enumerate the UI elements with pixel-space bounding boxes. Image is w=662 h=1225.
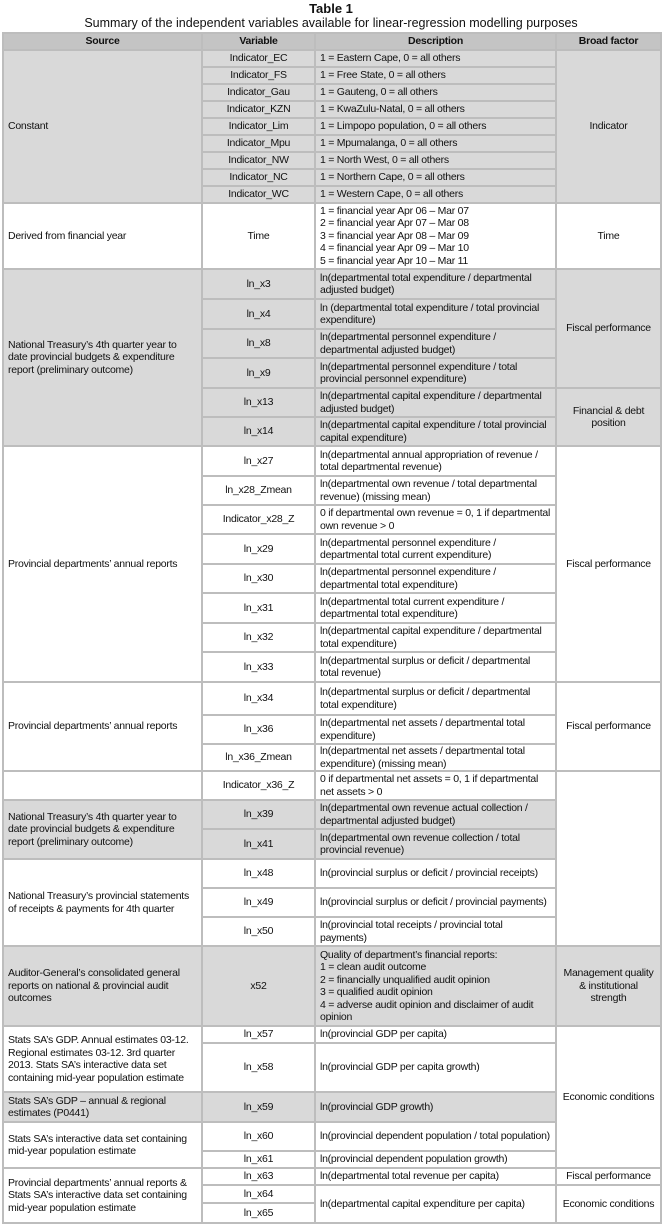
description-cell: ln(provincial GDP per capita) <box>315 1026 556 1043</box>
description-cell: Quality of department’s financial reports: 1 = clean audit outcome 2 = financially unqualified audit opinion 3 = qualified audit opinion 4 = adverse audit opinion and disclaimer of audit opinion <box>315 946 556 1026</box>
variable-cell: ln_x27 <box>202 446 315 476</box>
variable-cell: Indicator_x36_Z <box>202 771 315 800</box>
source-cell: Stats SA’s interactive data set containing mid-year population estimate <box>3 1122 202 1168</box>
source-cell: Provincial departments’ annual reports & Stats SA’s interactive data set containing mid-year population estimate <box>3 1168 202 1223</box>
source-cell: Provincial departments’ annual reports <box>3 682 202 771</box>
header-description: Description <box>315 33 556 50</box>
variable-cell: Indicator_Lim <box>202 118 315 135</box>
variable-cell: Indicator_x28_Z <box>202 505 315 534</box>
variable-cell: ln_x9 <box>202 358 315 388</box>
description-cell: ln(departmental net assets / departmental total expenditure) (missing mean) <box>315 744 556 771</box>
variable-cell: ln_x36 <box>202 715 315 744</box>
variable-cell: ln_x3 <box>202 269 315 299</box>
table-title: Table 1 <box>309 1 353 16</box>
description-cell: ln(departmental own revenue actual collection / departmental adjusted budget) <box>315 800 556 829</box>
description-cell: 1 = KwaZulu-Natal, 0 = all others <box>315 101 556 118</box>
header-row <box>3 33 661 50</box>
description-cell: ln(departmental total current expenditure / departmental total expenditure) <box>315 593 556 623</box>
description-cell: 1 = Mpumalanga, 0 = all others <box>315 135 556 152</box>
variable-cell: Indicator_EC <box>202 50 315 67</box>
table-subtitle: Summary of the independent variables available for linear-regression modelling purposes <box>84 16 578 30</box>
table-row <box>3 771 661 800</box>
broad-factor-cell: Indicator <box>556 50 661 203</box>
variable-cell: ln_x57 <box>202 1026 315 1043</box>
broad-factor-cell: Fiscal performance <box>556 269 661 388</box>
header-broad-factor: Broad factor <box>556 33 661 50</box>
variable-cell: ln_x50 <box>202 917 315 946</box>
table-row <box>3 446 661 476</box>
broad-factor-cell: Economic conditions <box>556 1026 661 1168</box>
description-cell: ln(provincial total receipts / provincial total payments) <box>315 917 556 946</box>
description-cell: ln(departmental personnel expenditure / departmental adjusted budget) <box>315 329 556 358</box>
description-cell: ln(departmental capital expenditure / departmental adjusted budget) <box>315 388 556 417</box>
description-cell: 0 if departmental own revenue = 0, 1 if departmental own revenue > 0 <box>315 505 556 534</box>
variables-table <box>2 32 662 1224</box>
description-cell: 1 = Free State, 0 = all others <box>315 67 556 84</box>
broad-factor-cell <box>556 771 661 946</box>
variable-cell: ln_x61 <box>202 1151 315 1168</box>
table-row <box>3 1168 661 1185</box>
variable-cell: ln_x36_Zmean <box>202 744 315 771</box>
description-cell: ln(departmental capital expenditure per capita) <box>315 1185 556 1223</box>
table-row <box>3 269 661 299</box>
description-cell: ln(departmental total revenue per capita) <box>315 1168 556 1185</box>
variable-cell: ln_x32 <box>202 623 315 652</box>
description-cell: ln(departmental personnel expenditure / total provincial personnel expenditure) <box>315 358 556 388</box>
variable-cell: ln_x33 <box>202 652 315 682</box>
broad-factor-cell: Time <box>556 203 661 269</box>
variable-cell: ln_x34 <box>202 682 315 715</box>
description-cell: ln(provincial GDP per capita growth) <box>315 1043 556 1092</box>
variable-cell: ln_x8 <box>202 329 315 358</box>
variable-cell: ln_x48 <box>202 859 315 888</box>
variable-cell: ln_x4 <box>202 299 315 329</box>
source-cell <box>3 771 202 800</box>
variable-cell: ln_x39 <box>202 800 315 829</box>
variable-cell: Indicator_Mpu <box>202 135 315 152</box>
variable-cell: ln_x58 <box>202 1043 315 1092</box>
source-cell: Auditor-General’s consolidated general reports on national & provincial audit outcomes <box>3 946 202 1026</box>
broad-factor-cell: Fiscal performance <box>556 1168 661 1185</box>
header-source: Source <box>3 33 202 50</box>
description-cell: ln(provincial dependent population growth) <box>315 1151 556 1168</box>
source-cell: Stats SA’s GDP. Annual estimates 03-12. Regional estimates 03-12. 3rd quarter 2013. Stats SA’s interactive data set containing mid-year population estimate <box>3 1026 202 1092</box>
broad-factor-cell: Fiscal performance <box>556 446 661 682</box>
source-cell: National Treasury’s provincial statements of receipts & payments for 4th quarter <box>3 859 202 946</box>
variable-cell: Indicator_KZN <box>202 101 315 118</box>
variable-cell: ln_x14 <box>202 417 315 446</box>
header-variable: Variable <box>202 33 315 50</box>
description-cell: ln(departmental personnel expenditure / departmental total current expenditure) <box>315 534 556 564</box>
table-row <box>3 203 661 269</box>
variable-cell: ln_x64 <box>202 1185 315 1203</box>
source-cell: National Treasury’s 4th quarter year to date provincial budgets & expenditure report (preliminary outcome) <box>3 800 202 859</box>
description-cell: 1 = Eastern Cape, 0 = all others <box>315 50 556 67</box>
variable-cell: ln_x41 <box>202 829 315 859</box>
broad-factor-cell: Management quality & institutional strength <box>556 946 661 1026</box>
description-cell: 1 = Western Cape, 0 = all others <box>315 186 556 203</box>
variable-cell: ln_x29 <box>202 534 315 564</box>
description-cell: 1 = North West, 0 = all others <box>315 152 556 169</box>
source-cell: Constant <box>3 50 202 203</box>
description-cell: ln(departmental capital expenditure / total provincial capital expenditure) <box>315 417 556 446</box>
description-cell: ln (departmental total expenditure / total provincial expenditure) <box>315 299 556 329</box>
source-cell: Derived from financial year <box>3 203 202 269</box>
description-cell: ln(provincial surplus or deficit / provincial receipts) <box>315 859 556 888</box>
description-cell: ln(departmental annual appropriation of revenue / total departmental revenue) <box>315 446 556 476</box>
description-cell: ln(departmental own revenue / total departmental revenue) (missing mean) <box>315 476 556 505</box>
description-cell: ln(departmental surplus or deficit / departmental total revenue) <box>315 652 556 682</box>
table-row <box>3 1026 661 1043</box>
variable-cell: Indicator_Gau <box>202 84 315 101</box>
description-cell: ln(provincial dependent population / total population) <box>315 1122 556 1151</box>
description-cell: ln(departmental total expenditure / departmental adjusted budget) <box>315 269 556 299</box>
description-cell: ln(provincial surplus or deficit / provincial payments) <box>315 888 556 917</box>
variable-cell: Indicator_NC <box>202 169 315 186</box>
description-cell: 1 = Gauteng, 0 = all others <box>315 84 556 101</box>
description-cell: 1 = Limpopo population, 0 = all others <box>315 118 556 135</box>
broad-factor-cell: Financial & debt position <box>556 388 661 446</box>
variable-cell: Indicator_NW <box>202 152 315 169</box>
description-cell: 0 if departmental net assets = 0, 1 if departmental net assets > 0 <box>315 771 556 800</box>
variable-cell: ln_x59 <box>202 1092 315 1122</box>
broad-factor-cell: Fiscal performance <box>556 682 661 771</box>
description-cell: ln(departmental personnel expenditure / departmental total expenditure) <box>315 564 556 593</box>
description-cell: ln(provincial GDP growth) <box>315 1092 556 1122</box>
source-cell: Stats SA’s GDP – annual & regional estimates (P0441) <box>3 1092 202 1122</box>
variable-cell: ln_x30 <box>202 564 315 593</box>
description-cell: ln(departmental capital expenditure / departmental total expenditure) <box>315 623 556 652</box>
variable-cell: ln_x13 <box>202 388 315 417</box>
source-cell: National Treasury’s 4th quarter year to date provincial budgets & expenditure report (preliminary outcome) <box>3 269 202 446</box>
table-row <box>3 682 661 715</box>
description-cell: ln(departmental surplus or deficit / departmental total expenditure) <box>315 682 556 715</box>
table-row <box>3 50 661 67</box>
description-cell: ln(departmental own revenue collection / total provincial revenue) <box>315 829 556 859</box>
variable-cell: Indicator_WC <box>202 186 315 203</box>
variable-cell: ln_x49 <box>202 888 315 917</box>
table-row <box>3 946 661 1026</box>
variable-cell: ln_x63 <box>202 1168 315 1185</box>
source-cell: Provincial departments’ annual reports <box>3 446 202 682</box>
description-cell: 1 = Northern Cape, 0 = all others <box>315 169 556 186</box>
description-cell: ln(departmental net assets / departmental total expenditure) <box>315 715 556 744</box>
broad-factor-cell: Economic conditions <box>556 1185 661 1223</box>
variable-cell: Time <box>202 203 315 269</box>
description-cell: 1 = financial year Apr 06 – Mar 07 2 = financial year Apr 07 – Mar 08 3 = financial year Apr 08 – Mar 09 4 = financial year Apr 09 – Mar 10 5 = financial year Apr 10 – Mar 11 <box>315 203 556 269</box>
variable-cell: Indicator_FS <box>202 67 315 84</box>
variable-cell: ln_x60 <box>202 1122 315 1151</box>
variable-cell: ln_x65 <box>202 1203 315 1223</box>
variable-cell: x52 <box>202 946 315 1026</box>
variable-cell: ln_x31 <box>202 593 315 623</box>
variable-cell: ln_x28_Zmean <box>202 476 315 505</box>
